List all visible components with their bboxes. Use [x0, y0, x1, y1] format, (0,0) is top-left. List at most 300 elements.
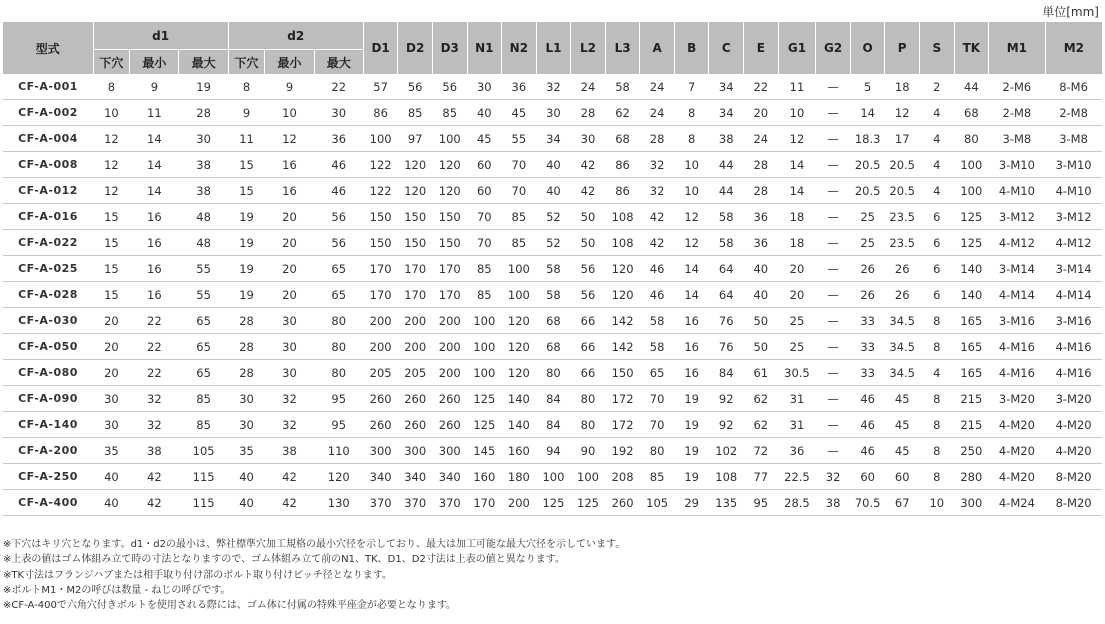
- table-cell: 150: [398, 204, 433, 230]
- table-cell: 12: [93, 178, 130, 204]
- table-cell: 11: [228, 126, 265, 152]
- table-cell: 23.5: [885, 204, 920, 230]
- table-cell: 8-M6: [1045, 74, 1102, 100]
- table-cell: 5: [850, 74, 885, 100]
- table-cell: 40: [536, 178, 571, 204]
- table-cell: 18: [778, 230, 816, 256]
- table-cell: 29: [674, 490, 709, 516]
- table-cell: 80: [954, 126, 989, 152]
- table-cell: 125: [467, 386, 502, 412]
- table-cell: 92: [709, 412, 744, 438]
- table-cell: 16: [130, 230, 179, 256]
- table-cell: 260: [605, 490, 640, 516]
- table-cell: 46: [640, 256, 675, 282]
- table-cell: 56: [432, 74, 467, 100]
- model-cell: CF-A-012: [3, 178, 93, 204]
- table-cell: 15: [93, 204, 130, 230]
- table-cell: 100: [432, 126, 467, 152]
- table-cell: 58: [536, 256, 571, 282]
- table-cell: 80: [571, 412, 606, 438]
- table-cell: 19: [228, 204, 265, 230]
- table-cell: 250: [954, 438, 989, 464]
- table-cell: 205: [398, 360, 433, 386]
- table-cell: 20: [778, 256, 816, 282]
- table-cell: 66: [571, 334, 606, 360]
- table-cell: —: [816, 360, 851, 386]
- table-cell: 56: [314, 230, 363, 256]
- table-cell: 180: [502, 464, 537, 490]
- table-cell: 36: [778, 438, 816, 464]
- header-s: S: [919, 22, 954, 74]
- table-cell: 15: [93, 282, 130, 308]
- header-o: O: [850, 22, 885, 74]
- table-cell: 120: [314, 464, 363, 490]
- table-cell: 20: [265, 256, 314, 282]
- table-cell: 142: [605, 308, 640, 334]
- table-cell: 8: [228, 74, 265, 100]
- table-cell: 205: [363, 360, 398, 386]
- table-cell: 34: [709, 74, 744, 100]
- table-cell: 70: [640, 386, 675, 412]
- table-cell: 40: [228, 464, 265, 490]
- table-cell: 45: [502, 100, 537, 126]
- table-cell: 23.5: [885, 230, 920, 256]
- table-cell: 28.5: [778, 490, 816, 516]
- table-cell: 31: [778, 386, 816, 412]
- table-cell: 8: [919, 386, 954, 412]
- table-cell: 26: [850, 282, 885, 308]
- table-cell: 85: [467, 282, 502, 308]
- header-d2: D2: [398, 22, 433, 74]
- table-cell: 16: [674, 334, 709, 360]
- table-cell: 58: [709, 230, 744, 256]
- table-cell: 100: [954, 178, 989, 204]
- table-cell: 10: [674, 178, 709, 204]
- table-cell: 340: [398, 464, 433, 490]
- table-row: [3, 386, 1102, 412]
- table-cell: 16: [130, 282, 179, 308]
- model-cell: CF-A-200: [3, 438, 93, 464]
- table-cell: 19: [674, 386, 709, 412]
- table-cell: 85: [179, 412, 228, 438]
- table-cell: —: [816, 256, 851, 282]
- table-cell: 28: [571, 100, 606, 126]
- table-cell: 16: [674, 360, 709, 386]
- table-cell: 66: [571, 360, 606, 386]
- table-cell: 33: [850, 360, 885, 386]
- table-cell: 16: [130, 204, 179, 230]
- table-cell: 4: [919, 360, 954, 386]
- table-cell: 33: [850, 334, 885, 360]
- table-cell: 38: [130, 438, 179, 464]
- table-cell: 36: [744, 230, 779, 256]
- table-cell: 34.5: [885, 308, 920, 334]
- table-cell: 8: [919, 438, 954, 464]
- table-cell: 58: [536, 282, 571, 308]
- table-cell: 45: [885, 412, 920, 438]
- table-cell: 125: [571, 490, 606, 516]
- table-row: [3, 230, 1102, 256]
- header-d1-sub-1: 最小: [130, 50, 179, 75]
- table-cell: 140: [954, 282, 989, 308]
- table-cell: 38: [179, 178, 228, 204]
- header-g1: G1: [778, 22, 816, 74]
- table-cell: 300: [432, 438, 467, 464]
- table-cell: 150: [605, 360, 640, 386]
- table-cell: 20.5: [850, 152, 885, 178]
- table-cell: 122: [363, 178, 398, 204]
- table-cell: 100: [536, 464, 571, 490]
- table-cell: 2: [919, 74, 954, 100]
- table-cell: 200: [363, 334, 398, 360]
- table-cell: —: [816, 308, 851, 334]
- table-cell: 160: [467, 464, 502, 490]
- table-cell: 12: [265, 126, 314, 152]
- table-cell: 55: [179, 256, 228, 282]
- table-cell: 170: [467, 490, 502, 516]
- table-cell: 4-M20: [1045, 438, 1102, 464]
- table-cell: 14: [130, 126, 179, 152]
- table-cell: 50: [744, 308, 779, 334]
- table-cell: 28: [640, 126, 675, 152]
- table-row: [3, 438, 1102, 464]
- table-cell: 260: [398, 412, 433, 438]
- table-cell: 50: [571, 230, 606, 256]
- table-cell: 56: [571, 256, 606, 282]
- table-cell: 165: [954, 360, 989, 386]
- table-cell: 120: [398, 152, 433, 178]
- table-cell: 14: [674, 256, 709, 282]
- header-c: C: [709, 22, 744, 74]
- table-cell: 60: [885, 464, 920, 490]
- table-cell: 67: [885, 490, 920, 516]
- table-cell: 94: [536, 438, 571, 464]
- header-l2: L2: [571, 22, 606, 74]
- table-cell: 340: [363, 464, 398, 490]
- table-cell: 6: [919, 204, 954, 230]
- header-a: A: [640, 22, 675, 74]
- table-cell: 208: [605, 464, 640, 490]
- table-cell: 15: [228, 178, 265, 204]
- header-d1-sub-0: 下穴: [93, 50, 130, 75]
- model-cell: CF-A-050: [3, 334, 93, 360]
- table-cell: —: [816, 74, 851, 100]
- table-cell: 92: [709, 386, 744, 412]
- table-cell: 20: [265, 282, 314, 308]
- header-l1: L1: [536, 22, 571, 74]
- table-cell: 215: [954, 412, 989, 438]
- table-cell: 100: [467, 334, 502, 360]
- model-cell: CF-A-004: [3, 126, 93, 152]
- table-cell: 3-M10: [989, 152, 1046, 178]
- table-row: [3, 360, 1102, 386]
- table-row: [3, 334, 1102, 360]
- table-cell: 19: [674, 464, 709, 490]
- table-cell: 200: [502, 490, 537, 516]
- table-cell: 60: [467, 152, 502, 178]
- table-cell: 64: [709, 282, 744, 308]
- table-cell: 150: [363, 230, 398, 256]
- table-cell: 280: [954, 464, 989, 490]
- table-cell: 22: [130, 334, 179, 360]
- table-cell: 46: [314, 178, 363, 204]
- table-cell: 8: [919, 464, 954, 490]
- table-cell: 10: [778, 100, 816, 126]
- table-cell: 4-M16: [1045, 334, 1102, 360]
- table-cell: 42: [571, 152, 606, 178]
- header-tk: TK: [954, 22, 989, 74]
- table-cell: 4: [919, 178, 954, 204]
- table-cell: 40: [93, 464, 130, 490]
- table-row: [3, 152, 1102, 178]
- table-cell: 4-M20: [989, 464, 1046, 490]
- table-cell: 172: [605, 412, 640, 438]
- table-cell: 135: [709, 490, 744, 516]
- table-cell: 20: [778, 282, 816, 308]
- table-cell: 102: [709, 438, 744, 464]
- table-cell: 7: [674, 74, 709, 100]
- table-cell: 4-M12: [1045, 230, 1102, 256]
- table-cell: 42: [640, 204, 675, 230]
- table-cell: —: [816, 438, 851, 464]
- table-cell: 120: [432, 178, 467, 204]
- model-cell: CF-A-090: [3, 386, 93, 412]
- table-cell: 3-M16: [1045, 308, 1102, 334]
- table-cell: 24: [571, 74, 606, 100]
- table-cell: 20: [265, 204, 314, 230]
- table-cell: 42: [640, 230, 675, 256]
- model-cell: CF-A-400: [3, 490, 93, 516]
- table-cell: 3-M20: [1045, 386, 1102, 412]
- table-cell: 370: [363, 490, 398, 516]
- table-cell: 35: [93, 438, 130, 464]
- table-cell: 58: [640, 334, 675, 360]
- table-cell: 38: [816, 490, 851, 516]
- header-d2-sub-0: 下穴: [228, 50, 265, 75]
- header-d1-sub-2: 最大: [179, 50, 228, 75]
- table-cell: 8: [919, 308, 954, 334]
- footnote: ※下穴はキリ穴となります。d1・d2の最小は、弊社標準穴加工規格の最小穴径を示しており、最大は加工可能な最大穴径を示しています。: [3, 539, 626, 550]
- table-cell: 68: [954, 100, 989, 126]
- table-cell: 44: [709, 178, 744, 204]
- table-cell: 86: [363, 100, 398, 126]
- table-cell: 19: [228, 256, 265, 282]
- table-cell: 60: [467, 178, 502, 204]
- table-cell: 65: [179, 334, 228, 360]
- table-cell: 10: [265, 100, 314, 126]
- table-cell: 58: [709, 204, 744, 230]
- table-cell: 30: [536, 100, 571, 126]
- table-cell: 76: [709, 308, 744, 334]
- table-cell: 200: [432, 308, 467, 334]
- table-cell: 340: [432, 464, 467, 490]
- table-cell: 4-M20: [989, 412, 1046, 438]
- table-cell: 160: [502, 438, 537, 464]
- header-d2-sub-1: 最小: [265, 50, 314, 75]
- table-cell: 80: [536, 360, 571, 386]
- table-cell: 140: [502, 412, 537, 438]
- table-cell: 90: [571, 438, 606, 464]
- table-cell: 35: [228, 438, 265, 464]
- header-m1: M1: [989, 22, 1046, 74]
- table-cell: 58: [640, 308, 675, 334]
- table-cell: 44: [709, 152, 744, 178]
- table-cell: —: [816, 152, 851, 178]
- table-cell: 24: [744, 126, 779, 152]
- table-cell: 142: [605, 334, 640, 360]
- table-cell: 36: [744, 204, 779, 230]
- table-cell: 4-M14: [1045, 282, 1102, 308]
- table-cell: —: [816, 100, 851, 126]
- table-cell: 150: [363, 204, 398, 230]
- table-cell: 200: [398, 308, 433, 334]
- table-cell: 30: [228, 386, 265, 412]
- table-cell: 15: [228, 152, 265, 178]
- table-cell: 115: [179, 464, 228, 490]
- table-cell: 68: [536, 334, 571, 360]
- table-row: [3, 100, 1102, 126]
- table-cell: 14: [778, 178, 816, 204]
- table-cell: 32: [536, 74, 571, 100]
- table-cell: 65: [640, 360, 675, 386]
- table-cell: 9: [228, 100, 265, 126]
- table-cell: 16: [265, 178, 314, 204]
- table-cell: 6: [919, 282, 954, 308]
- table-cell: 12: [93, 126, 130, 152]
- table-cell: 40: [744, 282, 779, 308]
- table-cell: 85: [398, 100, 433, 126]
- table-cell: 170: [363, 282, 398, 308]
- table-cell: 125: [536, 490, 571, 516]
- table-cell: 19: [674, 438, 709, 464]
- table-cell: 8: [919, 334, 954, 360]
- table-row: [3, 464, 1102, 490]
- table-cell: 300: [398, 438, 433, 464]
- table-cell: 57: [363, 74, 398, 100]
- table-cell: 172: [605, 386, 640, 412]
- table-cell: 100: [502, 282, 537, 308]
- table-cell: 170: [432, 256, 467, 282]
- table-cell: 40: [536, 152, 571, 178]
- table-cell: 50: [744, 334, 779, 360]
- table-cell: 100: [363, 126, 398, 152]
- header-p: P: [885, 22, 920, 74]
- table-cell: 48: [179, 230, 228, 256]
- table-cell: 30: [265, 308, 314, 334]
- table-cell: 30: [467, 74, 502, 100]
- table-cell: 20.5: [885, 152, 920, 178]
- table-cell: 15: [93, 230, 130, 256]
- table-cell: 4-M12: [989, 230, 1046, 256]
- table-cell: 120: [502, 334, 537, 360]
- table-cell: 68: [605, 126, 640, 152]
- table-cell: 16: [130, 256, 179, 282]
- model-cell: CF-A-016: [3, 204, 93, 230]
- table-cell: 30: [265, 360, 314, 386]
- table-cell: 95: [314, 412, 363, 438]
- table-cell: 85: [467, 256, 502, 282]
- table-cell: 4-M16: [989, 360, 1046, 386]
- table-cell: 12: [674, 204, 709, 230]
- table-cell: 3-M20: [989, 386, 1046, 412]
- table-cell: 260: [398, 386, 433, 412]
- table-cell: 3-M8: [1045, 126, 1102, 152]
- header-b: B: [674, 22, 709, 74]
- table-cell: 122: [363, 152, 398, 178]
- table-cell: 77: [744, 464, 779, 490]
- table-cell: 33: [850, 308, 885, 334]
- table-cell: 70: [467, 204, 502, 230]
- table-cell: 8: [674, 126, 709, 152]
- table-cell: 3-M12: [989, 204, 1046, 230]
- table-cell: 62: [744, 412, 779, 438]
- table-cell: —: [816, 204, 851, 230]
- table-cell: 85: [640, 464, 675, 490]
- table-cell: 125: [954, 230, 989, 256]
- table-cell: 68: [536, 308, 571, 334]
- table-cell: 20.5: [885, 178, 920, 204]
- table-row: [3, 204, 1102, 230]
- table-cell: 4-M20: [1045, 412, 1102, 438]
- header-l3: L3: [605, 22, 640, 74]
- table-cell: 150: [398, 230, 433, 256]
- table-cell: 300: [363, 438, 398, 464]
- table-cell: 19: [228, 282, 265, 308]
- table-cell: 100: [467, 308, 502, 334]
- table-row: [3, 308, 1102, 334]
- model-cell: CF-A-001: [3, 74, 93, 100]
- table-cell: 86: [605, 152, 640, 178]
- table-cell: 42: [265, 464, 314, 490]
- table-cell: 100: [954, 152, 989, 178]
- table-cell: 130: [314, 490, 363, 516]
- table-cell: 42: [130, 464, 179, 490]
- table-cell: 56: [314, 204, 363, 230]
- table-cell: 20: [93, 334, 130, 360]
- table-cell: 28: [744, 152, 779, 178]
- table-cell: 6: [919, 256, 954, 282]
- table-cell: 170: [398, 282, 433, 308]
- header-row-top: [3, 22, 1102, 50]
- table-cell: 58: [605, 74, 640, 100]
- table-cell: 200: [432, 360, 467, 386]
- table-cell: 4-M24: [989, 490, 1046, 516]
- table-cell: 108: [709, 464, 744, 490]
- table-cell: 52: [536, 204, 571, 230]
- table-cell: 80: [314, 360, 363, 386]
- header-m2: M2: [1045, 22, 1102, 74]
- table-cell: 6: [919, 230, 954, 256]
- table-cell: 32: [265, 386, 314, 412]
- table-cell: 120: [398, 178, 433, 204]
- table-cell: —: [816, 178, 851, 204]
- table-cell: 215: [954, 386, 989, 412]
- model-cell: CF-A-028: [3, 282, 93, 308]
- header-model: 型式: [3, 22, 93, 74]
- table-cell: 65: [314, 256, 363, 282]
- model-cell: CF-A-080: [3, 360, 93, 386]
- table-cell: 20: [265, 230, 314, 256]
- table-body: [3, 74, 1102, 516]
- table-cell: 8: [919, 412, 954, 438]
- table-cell: 31: [778, 412, 816, 438]
- table-cell: 14: [850, 100, 885, 126]
- table-cell: 120: [502, 308, 537, 334]
- table-cell: 42: [265, 490, 314, 516]
- header-d3: D3: [432, 22, 467, 74]
- table-cell: 65: [179, 360, 228, 386]
- table-cell: 86: [605, 178, 640, 204]
